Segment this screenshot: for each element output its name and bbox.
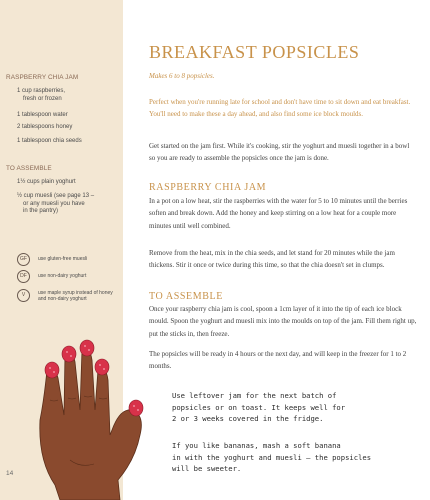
page-number: 14 (6, 470, 14, 477)
ingredient-yoghurt: 1½ cups plain yoghurt (17, 179, 76, 185)
intro-paragraph: Perfect when you're running late for school and don't have time to sit down and eat breakfast. You'll need to make these a day ahead, and also find some ice block moulds. (149, 98, 411, 119)
jam-ingredients-heading: RASPBERRY CHIA JAM (6, 74, 79, 81)
ingredient-raspberries: 1 cup raspberries, fresh or frozen (17, 88, 66, 102)
recipe-title: BREAKFAST POPSICLES (149, 42, 360, 62)
ingredient-honey: 2 tablespoons honey (17, 124, 73, 130)
jam-step-1: In a pot on a low heat, stir the raspberries with the water for 5 to 10 minutes until the berries soften and break down. Add the honey and keep stirring on a low heat for a couple more minutes until well combined. (149, 197, 408, 230)
assemble-method-heading: TO ASSEMBLE (149, 291, 223, 302)
gluten-free-note: use gluten-free muesli (38, 256, 88, 262)
jam-step-2: Remove from the heat, mix in the chia seeds, and let stand for 20 minutes while the jam thickens. Stir it once or twice during this time, so that the chia doesn't set in clumps. (149, 249, 395, 270)
ingredient-chia-seeds: 1 tablespoon chia seeds (17, 138, 82, 144)
assemble-ingredients-heading: TO ASSEMBLE (6, 165, 52, 172)
dairy-free-badge-icon: DF (17, 270, 30, 283)
vegan-note: use maple syrup instead of honey and non-dairy yoghurt (38, 290, 113, 303)
gluten-free-badge-icon: GF (17, 253, 30, 266)
hand-with-raspberries-illustration (0, 310, 170, 500)
vegan-badge-icon: V (17, 289, 30, 302)
servings-note: Makes 6 to 8 popsicles. (149, 72, 215, 80)
handwritten-note-banana: If you like bananas, mash a soft banana in with the yoghurt and muesli – the popsicles will be sweeter. (172, 441, 372, 474)
assemble-step-2: The popsicles will be ready in 4 hours or the next day, and will keep in the freezer for 1 to 2 months. (149, 350, 407, 371)
method-intro-paragraph: Get started on the jam first. While it's cooking, stir the yoghurt and muesli together in a bowl so you are ready to assemble the popsicles once the jam is done. (149, 142, 410, 163)
ingredient-muesli: ½ cup muesli (see page 13 – or any muesli you have in the pantry) (17, 193, 95, 215)
dairy-free-note: use non-dairy yoghurt (38, 273, 87, 279)
handwritten-note-jam: Use leftover jam for the next batch of popsicles or on toast. It keeps well for 2 or 3 weeks covered in the fridge. (172, 391, 346, 424)
assemble-step-1: Once your raspberry chia jam is cool, spoon a 1cm layer of it into the tip of each ice block mould. Spoon the yoghurt and muesli mix into the moulds on top of the jam. Fill them right up, put the sticks in, then freeze. (149, 305, 417, 338)
ingredient-water: 1 tablespoon water (17, 112, 68, 118)
jam-method-heading: RASPBERRY CHIA JAM (149, 182, 267, 193)
